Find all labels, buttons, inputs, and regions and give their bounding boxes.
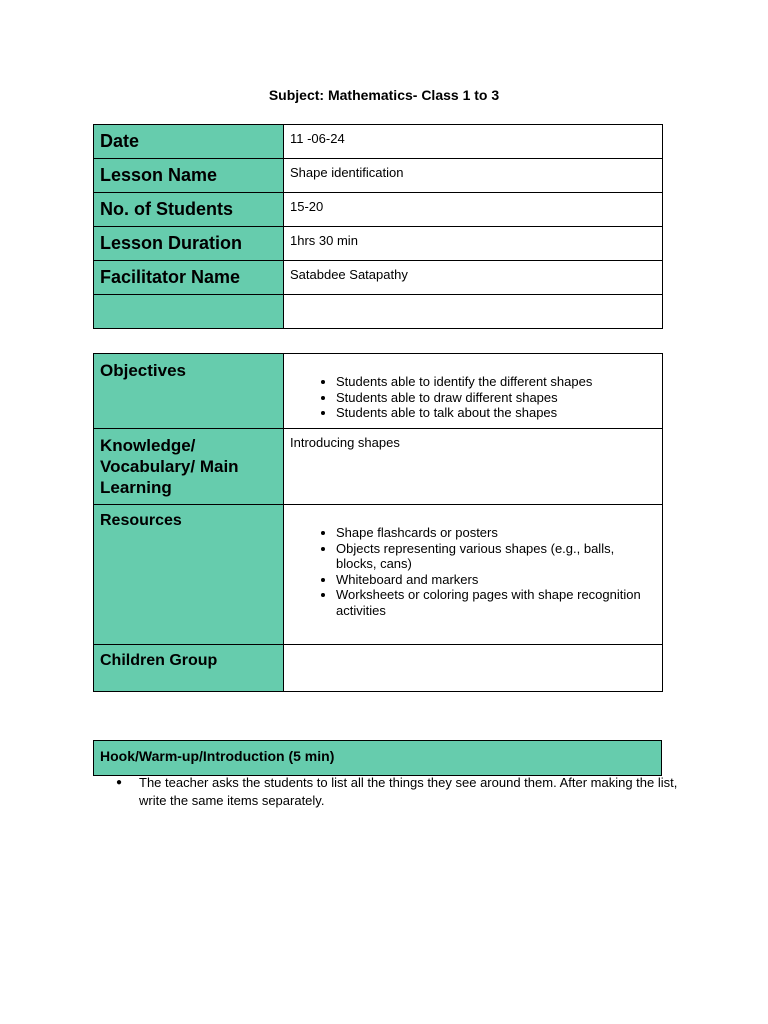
table-row xyxy=(94,429,663,505)
date-label: Date xyxy=(100,131,140,151)
resources-label-cell xyxy=(94,505,284,645)
table-row xyxy=(94,505,663,645)
page-title: Subject: Mathematics- Class 1 to 3 xyxy=(268,87,500,103)
knowledge-label-cell xyxy=(94,429,284,505)
duration-value-cell xyxy=(284,227,663,261)
resources-label: Resources xyxy=(100,512,182,529)
objectives-label: Objectives xyxy=(100,361,186,380)
list-item: • Worksheets or coloring pages with shape recognition activities xyxy=(336,587,652,618)
knowledge-value: Introducing shapes xyxy=(290,435,400,450)
date-value-cell xyxy=(284,125,663,159)
duration-label: Lesson Duration xyxy=(100,233,243,253)
objectives-list xyxy=(284,354,662,421)
empty-value xyxy=(284,295,662,301)
resources-value-cell xyxy=(284,505,663,645)
facilitator-label: Facilitator Name xyxy=(100,267,241,287)
list-item: • Whiteboard and markers xyxy=(336,572,652,588)
date-value: 11 -06-24 xyxy=(290,131,345,146)
facilitator-label-cell xyxy=(94,261,284,295)
list-item: ● The teacher asks the students to list all the things they see around them. After making the list, write the same items separately. xyxy=(139,774,699,810)
hook-list xyxy=(93,774,699,810)
date-label-cell xyxy=(94,125,284,159)
list-item: • Students able to talk about the shapes xyxy=(336,405,652,421)
lesson-name-value-cell xyxy=(284,159,663,193)
table-row xyxy=(94,193,663,227)
children-group-label: Children Group xyxy=(100,652,218,669)
knowledge-label: Knowledge/ Vocabulary/ Main Learning xyxy=(100,436,239,497)
children-group-value xyxy=(284,645,662,651)
objectives-label-cell xyxy=(94,354,284,429)
objectives-value-cell xyxy=(284,354,663,429)
list-item: • Students able to identify the different shapes xyxy=(336,374,652,390)
resources-list xyxy=(284,505,662,618)
children-group-value-cell xyxy=(284,645,663,692)
lesson-name-label: Lesson Name xyxy=(100,165,218,185)
knowledge-value-cell xyxy=(284,429,663,505)
list-item: • Shape flashcards or posters xyxy=(336,525,652,541)
empty-label-cell xyxy=(94,295,284,329)
table-row xyxy=(94,295,663,329)
children-group-label-cell xyxy=(94,645,284,692)
lesson-name-label-cell xyxy=(94,159,284,193)
facilitator-value-cell xyxy=(284,261,663,295)
students-value-cell xyxy=(284,193,663,227)
lesson-name-value: Shape identification xyxy=(290,165,404,180)
hook-header xyxy=(93,740,662,776)
empty-value-cell xyxy=(284,295,663,329)
table-row xyxy=(94,227,663,261)
table-row xyxy=(94,261,663,295)
empty-label xyxy=(94,295,283,301)
hook-title: Hook/Warm-up/Introduction (5 min) xyxy=(100,748,335,764)
table-row xyxy=(94,645,663,692)
duration-value: 1hrs 30 min xyxy=(290,233,358,248)
lesson-plan-table xyxy=(93,353,663,692)
facilitator-value: Satabdee Satapathy xyxy=(290,267,408,282)
table-row xyxy=(94,159,663,193)
duration-label-cell xyxy=(94,227,284,261)
table-row xyxy=(94,354,663,429)
students-value: 15-20 xyxy=(290,199,324,214)
lesson-info-table xyxy=(93,124,663,329)
list-item: • Students able to draw different shapes xyxy=(336,390,652,406)
list-item: • Objects representing various shapes (e.g., balls, blocks, cans) xyxy=(336,541,652,572)
table-row xyxy=(94,125,663,159)
students-label-cell xyxy=(94,193,284,227)
students-label: No. of Students xyxy=(100,199,233,219)
